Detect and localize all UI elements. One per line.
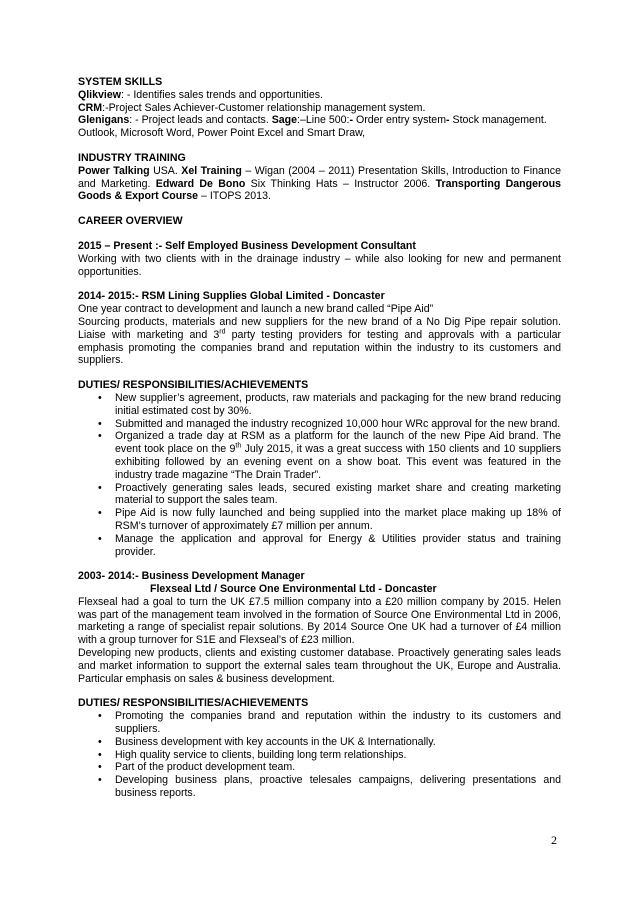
job-description: Sourcing products, materials and new suppliers for the new brand of a No Dig Pipe repair solution. Liaise with marketing and 3rd party testing providers for testing and approvals with a particular emphasis promoting the companies brand and reputation within the industry to its customers and suppliers. bbox=[78, 315, 561, 367]
list-item: • High quality service to clients, building long term relationships. bbox=[78, 749, 561, 762]
skill-line: Qlikview: - Identifies sales trends and opportunities. bbox=[78, 88, 323, 101]
list-item: • Pipe Aid is now fully launched and being supplied into the market place making up 18% of RSM’s turnover of approximately £7 million per annum. bbox=[78, 507, 561, 533]
duties-heading: DUTIES/ RESPONSIBILITIES/ACHIEVEMENTS bbox=[78, 379, 309, 392]
company-name: Flexseal Ltd / Source One Environmental Ltd - Doncaster bbox=[150, 583, 437, 596]
list-item: • Organized a trade day at RSM as a platform for the launch of the new Pipe Aid brand. The event took place on the 9th July 2015, it was a great success with 150 clients and 10 suppliers exhibiting followed by an evening event on a show boat. This event was featured in the industry trade magazine “The Drain Trader”. bbox=[78, 430, 561, 481]
skill-line: CRM:-Project Sales Achiever-Customer relationship management system. bbox=[78, 101, 426, 114]
industry-training-text: Power Talking USA. Xel Training – Wigan (2004 – 2011) Presentation Skills, Introduction to Finance and Marketing. Edward De Bono Six Thinking Hats – Instructor 2006. Transporting Dangerous Goods & Export Course – ITOPS 2013. bbox=[78, 164, 561, 203]
job-title: 2015 – Present :- Self Employed Business Development Consultant bbox=[78, 239, 416, 252]
document-body bbox=[78, 76, 561, 800]
list-item: • Submitted and managed the industry recognized 10,000 hour WRc approval for the new brand. bbox=[78, 418, 561, 431]
skill-line: Glenigans: - Project leads and contacts. Sage:–Line 500:- Order entry system- Stock management. bbox=[78, 114, 547, 127]
skill-line: Outlook, Microsoft Word, Power Point Excel and Smart Draw, bbox=[78, 127, 366, 140]
list-item: • Developing business plans, proactive telesales campaigns, delivering presentations and business reports. bbox=[78, 774, 561, 800]
job-description: One year contract to development and launch a new brand called “Pipe Aid” bbox=[78, 303, 434, 316]
list-item: • Promoting the companies brand and reputation within the industry to its customers and suppliers. bbox=[78, 710, 561, 736]
job-description: Developing new products, clients and existing customer database. Proactively generating sales leads and market information to support the external sales team throughout the UK, Europe and Australia. Particular emphasis on sales & business development. bbox=[78, 647, 561, 685]
duties-list bbox=[78, 710, 561, 800]
list-item: • Part of the product development team. bbox=[78, 761, 561, 774]
list-item: • New supplier’s agreement, products, raw materials and packaging for the new brand reducing initial estimated cost by 30%. bbox=[78, 392, 561, 418]
list-item: • Proactively generating sales leads, secured existing market share and creating marketing material to support the sales team. bbox=[78, 482, 561, 508]
duties-list bbox=[78, 392, 561, 558]
job-title: 2003- 2014:- Business Development Manager bbox=[78, 570, 305, 583]
job-title: 2014- 2015:- RSM Lining Supplies Global Limited - Doncaster bbox=[78, 290, 385, 303]
career-overview-heading: CAREER OVERVIEW bbox=[78, 215, 183, 228]
duties-heading: DUTIES/ RESPONSIBILITIES/ACHIEVEMENTS bbox=[78, 697, 309, 710]
industry-training-heading: INDUSTRY TRAINING bbox=[78, 151, 186, 164]
list-item: • Manage the application and approval for Energy & Utilities provider status and training provider. bbox=[78, 533, 561, 559]
job-description: Working with two clients with in the drainage industry – while also looking for new and permanent opportunities. bbox=[78, 252, 561, 278]
page-number: 2 bbox=[551, 833, 557, 847]
list-item: • Business development with key accounts in the UK & Internationally. bbox=[78, 736, 561, 749]
system-skills-heading: SYSTEM SKILLS bbox=[78, 76, 163, 88]
job-description: Flexseal had a goal to turn the UK £7.5 million company into a £20 million company by 2015. Helen was part of the management team involved in the formation of Source One Environmental Ltd in 2006, marketing a range of specialist repair solutions. By 2014 Source One UK had a turnover of £4 million with a group turnover for S1E and Flexseal’s of £23 million. bbox=[78, 595, 561, 647]
